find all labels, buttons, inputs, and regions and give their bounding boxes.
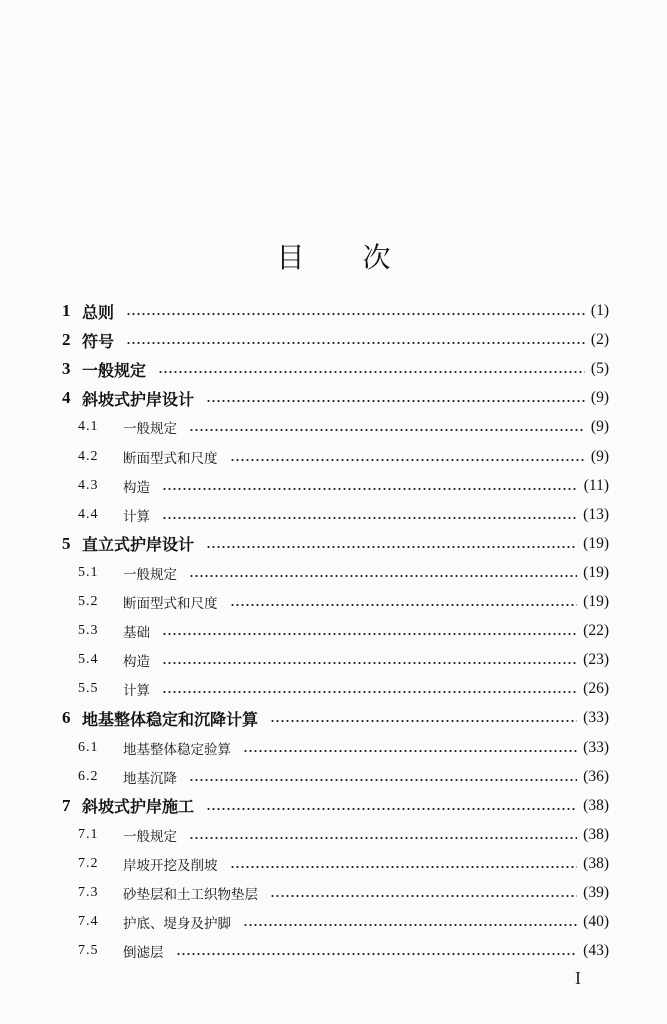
toc-entry-title: 总则 <box>82 302 115 322</box>
toc-entry-number: 1 <box>62 301 71 320</box>
toc-section-entry <box>78 444 609 470</box>
toc-entry-page: (22) <box>583 622 609 640</box>
toc-entry-number: 5.4 <box>78 652 99 668</box>
toc-entry-title: 砂垫层和土工织物垫层 <box>123 887 258 903</box>
toc-dot-leader <box>158 371 585 373</box>
toc-entry-title: 地基沉降 <box>123 770 177 787</box>
toc-dot-leader <box>189 837 577 839</box>
toc-entry-page: (38) <box>583 796 609 814</box>
toc-entry-title: 地基整体稳定和沉降计算 <box>82 709 259 729</box>
toc-entry-title: 倒滤层 <box>123 945 164 962</box>
toc-entry-number: 3 <box>62 359 71 379</box>
toc-entry-page: (9) <box>590 418 609 436</box>
toc-entry-page: (19) <box>583 534 609 552</box>
toc-entry-number: 7.5 <box>78 943 99 959</box>
toc-entry-page: (2) <box>590 331 609 349</box>
toc-entry-title: 符号 <box>82 331 115 351</box>
toc-entry-number: 4.4 <box>78 506 99 522</box>
toc-entry-number: 4.3 <box>78 477 99 493</box>
toc-section-entry <box>78 851 609 877</box>
toc-entry-number: 6 <box>62 708 71 728</box>
toc-entry-number: 7.1 <box>78 826 99 842</box>
toc-entry-title: 构造 <box>123 654 150 671</box>
page-title-char-1: 目 <box>276 241 305 274</box>
toc-dot-leader <box>162 662 577 664</box>
toc-chapter-entry <box>62 298 609 324</box>
toc-dot-leader <box>162 517 577 519</box>
toc-dot-leader <box>189 429 585 431</box>
toc-section-entry <box>78 414 609 440</box>
toc-section-entry <box>78 764 609 790</box>
toc-section-entry <box>78 502 609 528</box>
toc-dot-leader <box>189 779 577 781</box>
footer-page-number: I <box>575 968 581 988</box>
toc-entry-number: 7 <box>62 795 71 815</box>
toc-section-entry <box>78 560 609 586</box>
toc-dot-leader <box>206 546 577 548</box>
toc-section-entry <box>78 822 609 848</box>
toc-chapter-entry <box>62 531 609 557</box>
toc-section-entry <box>78 647 609 673</box>
toc-entry-title: 一般规定 <box>123 421 177 438</box>
toc-dot-leader <box>162 691 577 693</box>
toc-entry-page: (23) <box>583 651 609 669</box>
toc-entry-page: (43) <box>583 942 609 960</box>
toc-entry-page: (9) <box>590 447 609 465</box>
toc-dot-leader <box>206 808 577 810</box>
toc-entry-number: 5.2 <box>78 594 99 609</box>
toc-dot-leader <box>189 575 577 577</box>
toc-dot-leader <box>206 400 585 402</box>
toc-entry-number: 4 <box>62 388 71 408</box>
toc-section-entry <box>78 880 609 906</box>
toc-dot-leader <box>230 604 578 606</box>
page-title <box>0 236 667 276</box>
page-title-char-2: 次 <box>362 241 391 274</box>
toc-entry-title: 构造 <box>123 479 150 496</box>
toc-entry-number: 6.1 <box>78 739 99 755</box>
toc-entry-title: 断面型式和尺度 <box>123 450 218 467</box>
toc-entry-page: (36) <box>583 767 609 785</box>
toc-entry-page: (40) <box>583 913 609 931</box>
toc-entry-title: 岸坡开挖及削坡 <box>123 857 218 874</box>
toc-section-entry <box>78 589 609 615</box>
toc-entry-title: 计算 <box>123 683 150 700</box>
toc-entry-title: 一般规定 <box>123 828 177 845</box>
toc-entry-number: 6.2 <box>78 768 99 784</box>
toc-entry-page: (1) <box>590 302 609 319</box>
toc-chapter-entry <box>62 705 609 731</box>
toc-entry-number: 7.4 <box>78 914 99 930</box>
toc-entry-number: 5 <box>62 533 71 553</box>
toc-dot-leader <box>176 953 578 955</box>
toc-entry-title: 直立式护岸设计 <box>82 535 195 555</box>
toc-section-entry <box>78 735 609 761</box>
toc-entry-title: 斜坡式护岸设计 <box>82 389 195 409</box>
toc-entry-number: 5.1 <box>78 564 99 580</box>
toc-entry-page: (9) <box>590 389 609 407</box>
toc-entry-title: 地基整体稳定验算 <box>123 741 231 758</box>
toc-entry-title: 断面型式和尺度 <box>123 596 218 612</box>
toc-entry-title: 一般规定 <box>123 566 177 583</box>
toc-entry-number: 4.1 <box>78 419 99 435</box>
toc-dot-leader <box>162 633 577 635</box>
toc-dot-leader <box>230 459 585 461</box>
toc-entry-title: 斜坡式护岸施工 <box>82 797 195 817</box>
toc-dot-leader <box>162 488 578 490</box>
toc-entry-page: (5) <box>590 360 609 378</box>
toc-dot-leader <box>126 342 585 344</box>
toc-entry-page: (19) <box>583 593 609 610</box>
toc-entry-page: (11) <box>583 476 609 494</box>
toc-entry-title: 护底、堤身及护脚 <box>123 916 231 933</box>
toc-entry-number: 5.5 <box>78 681 99 697</box>
toc-dot-leader <box>270 895 577 897</box>
toc-entry-page: (13) <box>583 505 609 523</box>
toc-entry-page: (26) <box>583 680 609 698</box>
toc-entry-number: 5.3 <box>78 623 99 639</box>
toc-section-entry <box>78 938 609 964</box>
toc-entry-number: 7.2 <box>78 855 99 871</box>
toc-section-entry <box>78 618 609 644</box>
toc-entry-number: 7.3 <box>78 885 99 900</box>
toc-chapter-entry <box>62 356 609 382</box>
toc-entry-title: 计算 <box>123 508 150 525</box>
toc-chapter-entry <box>62 385 609 411</box>
toc-section-entry <box>78 909 609 935</box>
toc-entry-page: (33) <box>583 738 609 756</box>
toc-dot-leader <box>270 720 577 722</box>
toc-dot-leader <box>126 313 585 315</box>
toc-entry-number: 4.2 <box>78 448 99 464</box>
toc-section-entry <box>78 473 609 499</box>
toc-entry-title: 一般规定 <box>82 360 147 380</box>
toc-section-entry <box>78 676 609 702</box>
toc-dot-leader <box>243 924 577 926</box>
toc-dot-leader <box>230 866 578 868</box>
toc-entry-title: 基础 <box>123 625 150 642</box>
toc-entry-page: (33) <box>583 709 609 727</box>
toc-dot-leader <box>243 750 577 752</box>
toc-chapter-entry <box>62 793 609 819</box>
toc-entry-page: (38) <box>583 854 609 872</box>
toc-entry-number: 2 <box>62 330 71 350</box>
toc-entry-page: (38) <box>583 825 609 843</box>
toc-chapter-entry <box>62 327 609 353</box>
toc-entry-page: (39) <box>583 884 609 901</box>
toc-entry-page: (19) <box>583 563 609 581</box>
